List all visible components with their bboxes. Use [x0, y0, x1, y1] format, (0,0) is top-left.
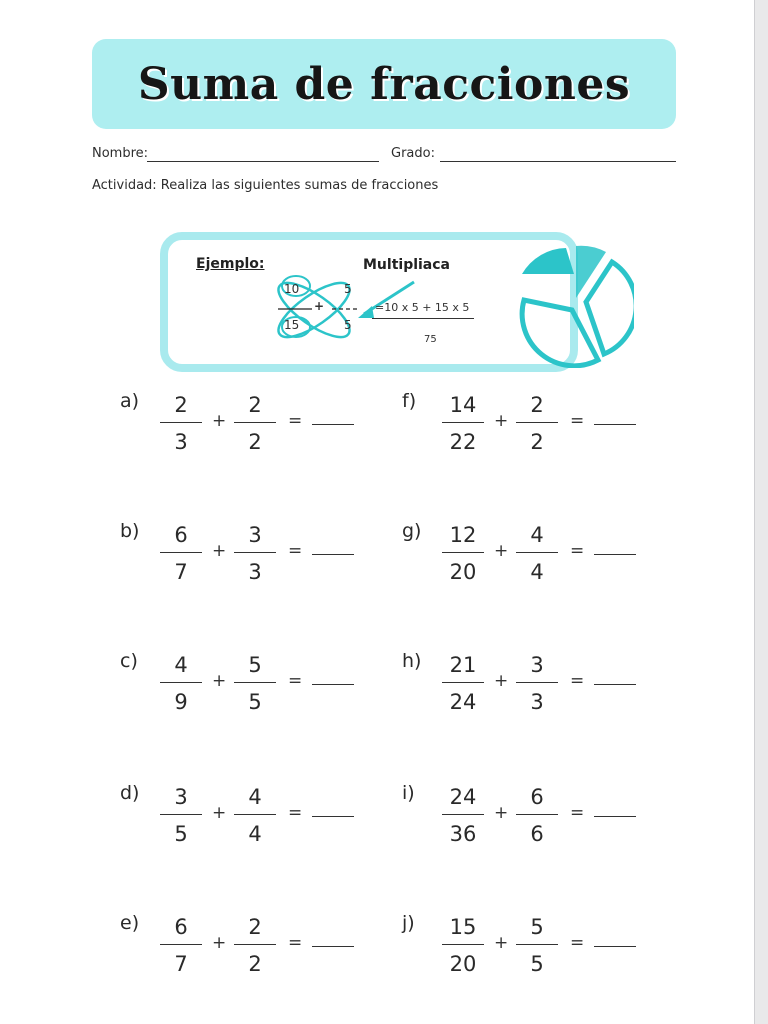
answer-blank[interactable] — [312, 424, 354, 425]
exercise-item — [402, 914, 642, 994]
numerator: 21 — [449, 653, 477, 677]
numerator: 3 — [248, 523, 262, 547]
activity-instructions: Actividad: Realiza las siguientes sumas de fracciones — [92, 178, 439, 193]
fraction-bar — [516, 422, 558, 423]
fraction-a — [440, 784, 486, 847]
equals-sign: = — [570, 541, 585, 561]
denominator: 20 — [449, 560, 477, 584]
example-den-b: 5 — [344, 318, 352, 332]
numerator: 3 — [174, 785, 188, 809]
answer-blank[interactable] — [594, 684, 636, 685]
exercise-letter: b) — [120, 520, 140, 542]
numerator: 6 — [174, 523, 188, 547]
denominator: 4 — [530, 560, 544, 584]
denominator: 4 — [248, 822, 262, 846]
denominator: 7 — [174, 560, 188, 584]
denominator: 3 — [174, 430, 188, 454]
answer-blank[interactable] — [594, 554, 636, 555]
exercise-item — [402, 522, 642, 602]
fraction-bar — [516, 682, 558, 683]
equals-sign: = — [570, 671, 585, 691]
numerator: 6 — [530, 785, 544, 809]
grade-field[interactable] — [440, 161, 676, 162]
plus-sign: + — [212, 671, 227, 691]
grade-label: Grado: — [391, 146, 435, 161]
exercise-letter: e) — [120, 912, 140, 934]
plus-sign: + — [494, 933, 509, 953]
fraction-bar — [442, 814, 484, 815]
fraction-bar — [234, 944, 276, 945]
answer-blank[interactable] — [594, 946, 636, 947]
denominator: 36 — [449, 822, 477, 846]
exercise-letter: f) — [402, 390, 417, 412]
fraction-a — [440, 652, 486, 715]
denominator: 5 — [530, 952, 544, 976]
equals-sign: = — [288, 933, 303, 953]
denominator: 9 — [174, 690, 188, 714]
answer-blank[interactable] — [594, 424, 636, 425]
plus-sign: + — [494, 411, 509, 431]
plus-sign: + — [212, 541, 227, 561]
fraction-bar — [160, 944, 202, 945]
denominator: 22 — [449, 430, 477, 454]
name-label: Nombre: — [92, 146, 149, 161]
fraction-a — [158, 784, 204, 847]
exercise-letter: c) — [120, 650, 138, 672]
numerator: 2 — [174, 393, 188, 417]
example-label: Ejemplo: — [196, 256, 265, 272]
denominator: 6 — [530, 822, 544, 846]
denominator: 5 — [248, 690, 262, 714]
fraction-bar — [160, 682, 202, 683]
exercise-item — [120, 784, 360, 864]
exercise-item — [402, 784, 642, 864]
example-result-bar — [372, 318, 474, 319]
numerator: 24 — [449, 785, 477, 809]
plus-sign: + — [494, 671, 509, 691]
fraction-a — [440, 392, 486, 455]
fraction-bar — [516, 944, 558, 945]
fraction-bar — [234, 814, 276, 815]
fraction-a — [158, 914, 204, 977]
denominator: 3 — [530, 690, 544, 714]
equals-sign: = — [570, 411, 585, 431]
fraction-bar — [516, 552, 558, 553]
title-banner — [92, 39, 676, 129]
fraction-b — [514, 522, 560, 585]
numerator: 2 — [248, 393, 262, 417]
equals-sign: = — [288, 803, 303, 823]
plus-sign: + — [212, 803, 227, 823]
pie-chart-illustration — [516, 238, 634, 368]
example-den-a: 15 — [284, 318, 300, 332]
fraction-bar — [160, 814, 202, 815]
exercise-item — [120, 652, 360, 732]
exercise-letter: j) — [402, 912, 415, 934]
exercise-letter: h) — [402, 650, 422, 672]
fraction-a — [158, 392, 204, 455]
fraction-bar — [442, 944, 484, 945]
example-num-a: 10 — [284, 282, 300, 296]
denominator: 20 — [449, 952, 477, 976]
fraction-b — [514, 784, 560, 847]
fraction-bar — [442, 682, 484, 683]
exercise-item — [402, 652, 642, 732]
answer-blank[interactable] — [594, 816, 636, 817]
exercise-item — [120, 522, 360, 602]
plus-sign: + — [494, 541, 509, 561]
exercise-item — [120, 914, 360, 994]
fraction-b — [232, 392, 278, 455]
multiply-label: Multipliaca — [363, 257, 451, 273]
numerator: 3 — [530, 653, 544, 677]
numerator: 12 — [449, 523, 477, 547]
denominator: 2 — [530, 430, 544, 454]
answer-blank[interactable] — [312, 684, 354, 685]
fraction-a — [158, 652, 204, 715]
fraction-bar — [516, 814, 558, 815]
answer-blank[interactable] — [312, 554, 354, 555]
equals-sign: = — [288, 411, 303, 431]
page-edge — [754, 0, 768, 1024]
fraction-a — [440, 522, 486, 585]
fraction-b — [232, 522, 278, 585]
exercise-item — [120, 392, 360, 472]
equals-sign: = — [288, 541, 303, 561]
numerator: 4 — [248, 785, 262, 809]
numerator: 2 — [248, 915, 262, 939]
example-num-b: 5 — [344, 282, 352, 296]
numerator: 6 — [174, 915, 188, 939]
fraction-bar — [234, 422, 276, 423]
numerator: 5 — [248, 653, 262, 677]
fraction-bar — [234, 682, 276, 683]
numerator: 15 — [449, 915, 477, 939]
denominator: 24 — [449, 690, 477, 714]
name-field[interactable] — [147, 161, 379, 162]
denominator: 7 — [174, 952, 188, 976]
fraction-bar — [234, 552, 276, 553]
denominator: 5 — [174, 822, 188, 846]
fraction-bar — [442, 552, 484, 553]
numerator: 4 — [530, 523, 544, 547]
numerator: 5 — [530, 915, 544, 939]
answer-blank[interactable] — [312, 946, 354, 947]
example-result-numerator: =10 x 5 + 15 x 5 — [375, 301, 470, 314]
plus-sign: + — [212, 933, 227, 953]
fraction-b — [514, 392, 560, 455]
numerator: 14 — [449, 393, 477, 417]
denominator: 2 — [248, 430, 262, 454]
answer-blank[interactable] — [312, 816, 354, 817]
fraction-bar — [442, 422, 484, 423]
exercise-letter: d) — [120, 782, 140, 804]
fraction-b — [232, 784, 278, 847]
plus-sign: + — [494, 803, 509, 823]
fraction-b — [232, 914, 278, 977]
example-plus: + — [314, 299, 325, 313]
fraction-a — [440, 914, 486, 977]
fraction-bar — [160, 422, 202, 423]
equals-sign: = — [570, 933, 585, 953]
fraction-a — [158, 522, 204, 585]
example-result-denominator: 75 — [424, 334, 437, 345]
denominator: 2 — [248, 952, 262, 976]
page-title: Suma de fracciones — [137, 58, 631, 110]
plus-sign: + — [212, 411, 227, 431]
fraction-bar — [160, 552, 202, 553]
fraction-b — [514, 914, 560, 977]
exercise-item — [402, 392, 642, 472]
exercise-letter: a) — [120, 390, 140, 412]
fraction-b — [232, 652, 278, 715]
exercise-letter: g) — [402, 520, 422, 542]
equals-sign: = — [288, 671, 303, 691]
denominator: 3 — [248, 560, 262, 584]
fraction-b — [514, 652, 560, 715]
numerator: 2 — [530, 393, 544, 417]
exercise-letter: i) — [402, 782, 415, 804]
equals-sign: = — [570, 803, 585, 823]
numerator: 4 — [174, 653, 188, 677]
